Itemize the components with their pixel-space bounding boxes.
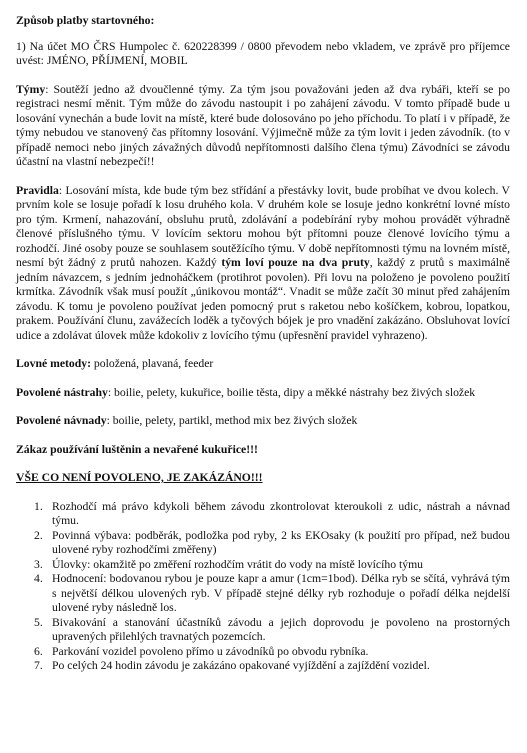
list-item: 1. Rozhodčí má právo kdykoli během závodu zkontrolovat kteroukoli z udic, nástrah a návnad týmu.	[34, 499, 510, 527]
baits-label: Povolené návnady	[16, 414, 107, 427]
list-item: 7. Po celých 24 hodin závodu je zakázáno opakované vyjíždění a zajíždění vozidel.	[34, 659, 430, 672]
rules-bold: tým loví pouze na dva pruty	[221, 256, 370, 269]
lures-label: Povolené nástrahy	[16, 385, 108, 399]
ban-notice: Zákaz používání luštěnin a nevařené kukuřice!!!	[16, 442, 258, 456]
list-item: 6. Parkování vozidel povoleno přímo u závodníků po obvodu rybníka.	[34, 644, 369, 658]
teams-label: Týmy	[16, 82, 46, 96]
teams-text: : Soutěží jedno až dvoučlenné týmy. Za tým jsou považováni jeden až dva rybáři, kteří se po registraci nesmí měnit. Tým může do závodu nastoupit i po zahájení závodu. V tomto případě bude u losování vynechán a bude lovit na místě, které bude dolosováno po jeho příchodu. To platí i v případě, že týmy nebudou ve stanovený čas přítomny losování. Výjimečně může za tým lovit i jeden závodník. (to v případě nemoci nebo jiných závažných důvodů nepřítomnosti dalšího člena týmu) Závodníci se závodu účastní na vlastní nebezpečí!!	[16, 82, 510, 168]
lures-text: : boilie, pelety, kukuřice, boilie těsta, dipy a měkké nástrahy bez živých složek	[107, 385, 476, 399]
list-item: 5. Bivakování a stanování účastníků závodu a jejich doprovodu je povoleno na prostorných upravených přilehlých travnatých pozemcích.	[34, 615, 510, 643]
methods-label: Lovné metody:	[16, 357, 91, 370]
payment-heading: Způsob platby startovného:	[16, 14, 155, 27]
rules-label: Pravidla	[16, 183, 59, 197]
lures-paragraph	[16, 386, 510, 401]
baits-text: : boilie, pelety, partikl, method mix bez živých složek	[106, 414, 358, 427]
rules-text-1: : Losování místa, kde bude tým bez střídání a přestávky lovit, bude probíhat ve dvou kolech. V prvním kole se losuje pořadí k losu druhého kola. V druhém kole se losuje jedno konkrétní lovné místo pro tým. Krmení, nahazování, obsluhu prutů, zdolávání a podebírání ryby mohou provádět výhradně členové příslušného týmu. V lovícím sektoru mohou být přítomni pouze členové lovícího týmu a rozhodčí. Jiné osoby pouze se souhlasem soutěžícího týmu. V době nepřítomnosti týmu na lovném místě, nesmí být žádný z prutů nahozen. Každý	[16, 183, 510, 269]
list-item: 3. Úlovky: okamžitě po změření rozhodčím vrátit do vody na místě lovícího týmu	[34, 557, 423, 571]
rules-paragraph	[16, 184, 510, 344]
list-item: 4. Hodnocení: bodovanou rybou je pouze kapr a amur (1cm=1bod). Délka ryb se sčítá, vyhrává tým s největší délkou ulovených ryb. V případě stejné délky ryb rozhoduje o pořadí délka nejdelší ulovené ryby následně los.	[34, 572, 510, 614]
rules-list	[16, 500, 510, 674]
baits-paragraph	[16, 414, 510, 429]
payment-text: 1) Na účet MO ČRS Humpolec č. 620228399 / 0800 převodem nebo vkladem, ve zprávě pro příjemce uvést: JMÉNO, PŘÍJMENÍ, MOBIL	[16, 39, 510, 67]
forbidden-notice: VŠE CO NENÍ POVOLENO, JE ZAKÁZÁNO!!!	[16, 471, 263, 484]
methods-paragraph	[16, 357, 510, 372]
document-page	[16, 14, 510, 674]
rules-text-2: , každý z prutů s maximálně jedním návazcem, s jedním jednoháčkem (protihrot povolen). Při lovu na položeno je povoleno použití krmítka. Závodník však musí použít „únikovou montáž“. Vnadit se může začít 30 minut před zahájením závodu. K tomu je povoleno používat jeden pomocný prut s raketou nebo košíčkem, kobrou, lopatkou, prakem. Používání člunu, zavážecích loděk a tyčových bójek je pro vnadění zakázáno. Obsluhovat lovící udice a zdolávat úlovek může kdokoliv z lovícího týmu (upřesnění pravidel vyhrazeno).	[16, 256, 510, 342]
methods-text: položená, plavaná, feeder	[91, 357, 214, 370]
list-item: 2. Povinná výbava: podběrák, podložka pod ryby, 2 ks EKOsaky (k použití pro případ, než budou ulovené ryby rozhodčími změřeny)	[34, 528, 510, 556]
teams-paragraph	[16, 83, 510, 170]
